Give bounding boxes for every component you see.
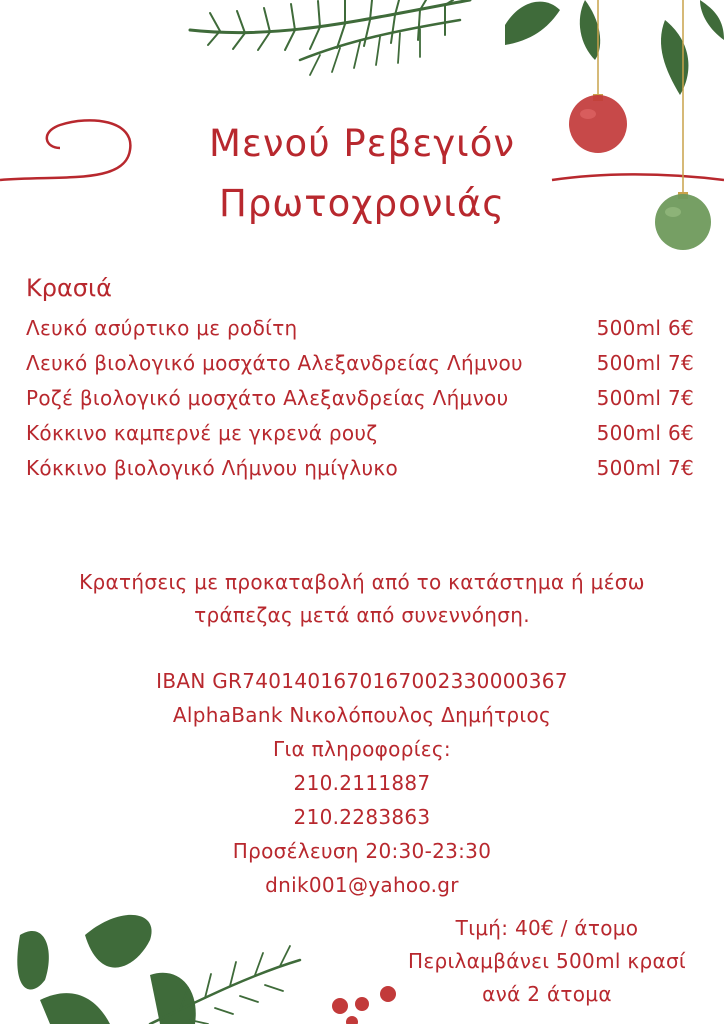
reservation-line2: τράπεζας μετά από συνεννόηση. [194, 603, 530, 627]
arrival-time: Προσέλευση 20:30-23:30 [232, 839, 492, 863]
list-item [26, 351, 696, 386]
wine-name: Λευκό βιολογικό μοσχάτο Αλεξανδρείας Λήμνου [26, 351, 523, 375]
wine-name: Κόκκινο καμπερνέ με γκρενά ρουζ [26, 421, 378, 445]
pine-branch-icon [150, 946, 300, 1024]
wine-name: Κόκκινο βιολογικό Λήμνου ημίγλυκο [26, 456, 399, 480]
bank-text: AlphaBank Νικολόπουλος Δημήτριος [172, 703, 552, 727]
pricing-block [408, 912, 686, 1011]
email-text: dnik001@yahoo.gr [265, 873, 459, 897]
list-item [26, 316, 696, 351]
swirl-flourish-icon [552, 174, 724, 180]
info-label: Για πληροφορίες: [273, 737, 451, 761]
phone-number: 210.2111887 [293, 771, 431, 795]
includes-line1: Περιλαμβάνει 500ml κρασί [408, 949, 686, 973]
pine-branch-icon [190, 0, 470, 75]
price-per-person: Τιμή: 40€ / άτομο [455, 916, 639, 940]
wine-price: 500ml 7€ [596, 386, 694, 410]
includes-line2: ανά 2 άτομα [482, 982, 612, 1006]
wines-heading: Κρασιά [26, 274, 112, 302]
reservation-line1: Κρατήσεις με προκαταβολή από το κατάστημα ή μέσω [79, 570, 645, 594]
page-title-line2: Πρωτοχρονιάς [219, 182, 505, 225]
list-item [26, 386, 696, 421]
holly-leaf-icon [17, 915, 195, 1024]
berry-icon [332, 986, 396, 1024]
iban-text: IBAN GR7401401670167002330000367 [156, 669, 568, 693]
wine-price: 500ml 6€ [596, 421, 694, 445]
phone-number: 210.2283863 [293, 805, 431, 829]
wine-price: 500ml 6€ [596, 316, 694, 340]
wine-price: 500ml 7€ [596, 456, 694, 480]
wine-name: Λευκό ασύρτικο με ροδίτη [26, 316, 298, 340]
holly-leaf-icon [505, 0, 724, 95]
list-item [26, 421, 696, 456]
reservation-note [0, 566, 724, 632]
page-title-line1: Μενού Ρεβεγιόν [208, 122, 516, 165]
contact-info [0, 664, 724, 902]
wine-list [26, 316, 696, 491]
wine-price: 500ml 7€ [596, 351, 694, 375]
list-item [26, 456, 696, 491]
wine-name: Ροζέ βιολογικό μοσχάτο Αλεξανδρείας Λήμνου [26, 386, 509, 410]
